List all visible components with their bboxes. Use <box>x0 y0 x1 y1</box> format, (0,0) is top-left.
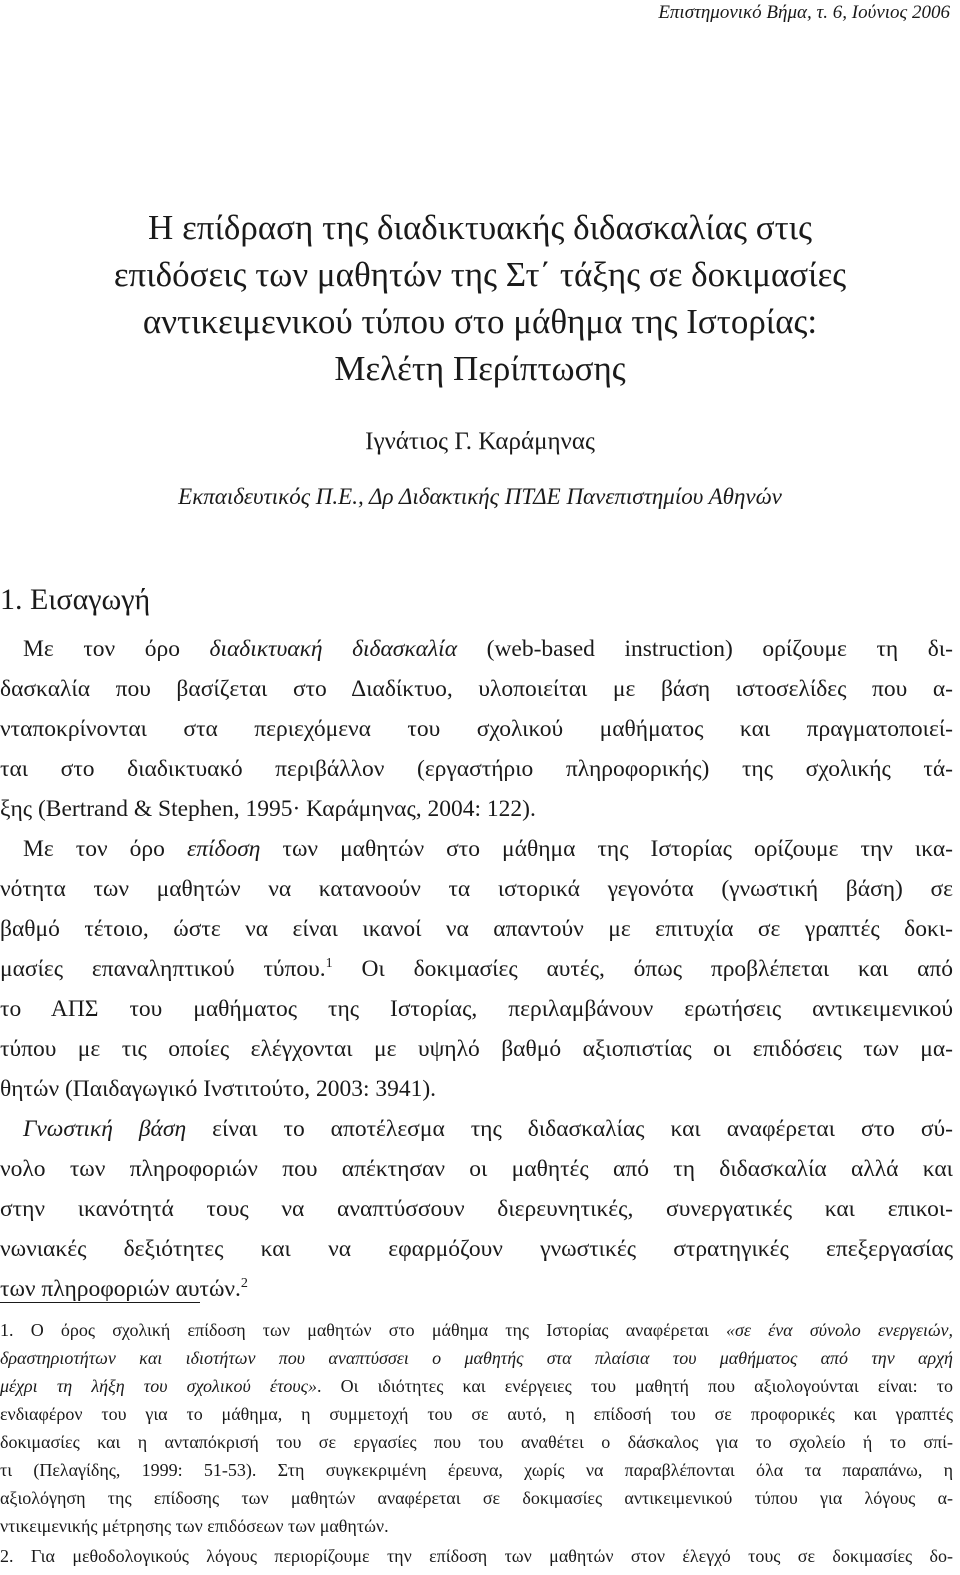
footnote-1-line: δραστηριοτήτων και ιδιοτήτων που αναπτύσσει ο μαθητής στα πλαίσια του μαθήματος από την αρχή <box>0 1348 953 1368</box>
paragraph-2-line: θητών (Παιδαγωγικό Ινστιτούτο, 2003: 3941). <box>0 1076 437 1102</box>
paragraph-1-line: ξης (Bertrand & Stephen, 1995· Καράμηνας, 2004: 122). <box>0 796 536 822</box>
paragraph-2-line: μασίες επαναληπτικού τύπου.$^1$ Οι δοκιμασίες αυτές, όπως προβλέπεται και από <box>0 955 953 982</box>
section-heading: 1. Εισαγωγή <box>0 583 151 616</box>
paper-title-line-3: αντικειμενικού τύπου στο μάθημα της Ιστορίας: <box>142 302 818 341</box>
footnote-1-line: ενδιαφέρον του για το μάθημα, η συμμετοχή του σε αυτό, η επίδοσή του σε προφορικές και γραπτές <box>0 1404 953 1424</box>
paragraph-1-line: νταποκρίνονται στα περιεχόμενα του σχολικού μαθήματος και πραγματοποιεί- <box>0 716 953 742</box>
footnote-1-line: ντικειμενικής μέτρησης των επιδόσεων των μαθητών. <box>0 1516 389 1536</box>
term-web-instruction: διαδικτυακή διδασκαλία <box>209 636 458 662</box>
journal-header: Επιστημονικό Βήμα, τ. 6, Ιούνιος 2006 <box>658 2 950 23</box>
paper-title-line-1: Η επίδραση της διαδικτυακής διδασκαλίας στις <box>148 208 812 247</box>
paragraph-2-line: το ΑΠΣ του μαθήματος της Ιστορίας, περιλαμβάνουν ερωτήσεις αντικειμενικού <box>0 996 953 1022</box>
paragraph-3-line: των πληροφοριών αυτών.$^2$ <box>0 1275 248 1302</box>
footnote-2-line: 2. Για μεθοδολογικούς λόγους περιορίζουμε την επίδοση των μαθητών στον έλεγχό τους σε δοκιμασίες δο- <box>0 1546 953 1566</box>
paragraph-2-line: βαθμό τέτοιο, ώστε να είναι ικανοί να απαντούν με επιτυχία σε γραπτές δοκι- <box>0 916 953 942</box>
term-cognitive-base: Γνωστική βάση <box>23 1116 187 1142</box>
paragraph-2-line: Με τον όρο επίδοση των μαθητών στο μάθημα της Ιστορίας ορίζουμε την ικα- <box>23 836 954 862</box>
paragraph-3-line: νολο των πληροφοριών που απέκτησαν οι μαθητές από τη διδασκαλία αλλά και <box>0 1156 953 1182</box>
paragraph-2-line: νότητα των μαθητών να κατανοούν τα ιστορικά γεγονότα (γνωστική βάση) σε <box>0 876 953 902</box>
paragraph-3-line: νωνιακές δεξιότητες και να εφαρμόζουν γνωστικές στρατηγικές επεξεργασίας <box>0 1236 953 1262</box>
paper-title-line-2: επιδόσεις των μαθητών της Στ΄ τάξης σε δοκιμασίες <box>113 255 847 294</box>
footnote-1-line: μέχρι τη λήξη του σχολικού έτους». Οι ιδιότητες και ενέργειες του μαθητή που αξιολογούνται είναι: το <box>0 1376 953 1396</box>
footnote-1-line: τι (Πελαγίδης, 1999: 51-53). Στη συγκεκριμένη έρευνα, χωρίς να παραβλέπονται όλα τα παραπάνω, η <box>0 1460 953 1480</box>
paper-title-line-4: Μελέτη Περίπτωσης <box>334 349 626 388</box>
footnote-1-line: δοκιμασίες και η ανταπόκρισή του σε εργασίες που του αναθέτει ο δάσκαλος για το σχολείο ή το σπί- <box>0 1432 953 1452</box>
footnote-1-line: 1. Ο όρος σχολική επίδοση των μαθητών στο μάθημα της Ιστορίας αναφέρεται «σε ένα σύνολο ενεργειών, <box>0 1320 953 1340</box>
term-performance: επίδοση <box>186 836 261 862</box>
paragraph-1-line: Με τον όρο διαδικτυακή διδασκαλία (web-based instruction) ορίζουμε τη δι- <box>23 636 954 662</box>
paragraph-3-line: στην ικανότητά τους να αναπτύσσουν διερευνητικές, συνεργατικές και επικοι- <box>0 1196 953 1222</box>
paragraph-3-line: Γνωστική βάση είναι το αποτέλεσμα της διδασκαλίας και αναφέρεται στο σύ- <box>23 1116 953 1142</box>
footnote-ref-1[interactable]: 1 <box>325 955 333 972</box>
paragraph-2-line: τύπου με τις οποίες ελέγχονται με υψηλό βαθμό αξιοπιστίας οι επιδόσεις των μα- <box>0 1036 953 1062</box>
footnote-1-line: αξιολόγηση της επίδοσης των μαθητών αναφέρεται σε δοκιμασίες αντικειμενικού τύπου για λόγους α- <box>0 1488 953 1508</box>
footnote-ref-2[interactable]: 2 <box>240 1275 248 1292</box>
paragraph-1-line: δασκαλία που βασίζεται στο Διαδίκτυο, υλοποιείται με βάση ιστοσελίδες που α- <box>0 676 953 702</box>
paragraph-1-line: ται στο διαδικτυακό περιβάλλον (εργαστήριο πληροφορικής) της σχολικής τά- <box>0 756 953 782</box>
author-name: Ιγνάτιος Γ. Καράμηνας <box>365 428 595 455</box>
author-affiliation: Εκπαιδευτικός Π.Ε., Δρ Διδακτικής ΠΤΔΕ Πανεπιστημίου Αθηνών <box>178 484 782 509</box>
footnote-separator <box>0 1302 200 1303</box>
